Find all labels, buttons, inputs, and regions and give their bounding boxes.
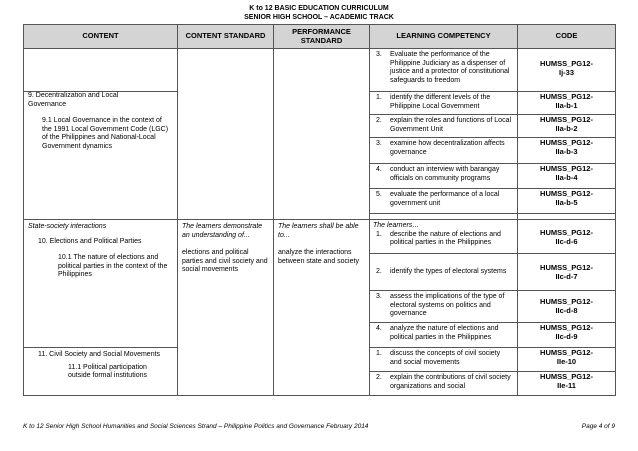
competency-text: evaluate the performance of a local government unit — [390, 191, 500, 207]
code-cell: HUMSS_PG12- IIe-10 — [518, 348, 616, 372]
competency-cell: 2. explain the contributions of civil society organizations and social — [370, 372, 518, 396]
content-cell — [24, 92, 178, 220]
competency-cell: The learners… 1. describe the nature of elections and political parties in the Philippines — [370, 220, 518, 254]
competency-cell: 3. Evaluate the performance of the Philippine Judiciary as a dispenser of justice and a protector of constitutional safeguards to freedom — [370, 49, 518, 92]
content-subtopic: 11.1 Political participation outside formal institutions — [68, 363, 147, 380]
competency-intro: The learners… — [373, 222, 420, 229]
performance-standard-cell — [274, 220, 370, 396]
competency-cell: 1. identify the different levels of the Philippine Local Government — [370, 92, 518, 115]
content-cell — [24, 49, 178, 92]
code-cell: HUMSS_PG12- IIc-d-9 — [518, 323, 616, 348]
document-header — [0, 4, 638, 22]
competency-text: analyze the nature of elections and political parties in the Philippines — [390, 325, 499, 341]
code-cell: HUMSS_PG12- IIa-b-2 — [518, 115, 616, 138]
header-title: K to 12 BASIC EDUCATION CURRICULUM — [249, 5, 389, 12]
code-cell: HUMSS_PG12- IIa-b-5 — [518, 189, 616, 214]
code-cell: HUMSS_PG12- IIc-d-8 — [518, 291, 616, 323]
competency-text: conduct an interview with barangay officials on community programs — [390, 166, 500, 182]
code-cell: HUMSS_PG12- IIc-d-6 — [518, 220, 616, 254]
competency-cell: 1. discuss the concepts of civil society and social movements — [370, 348, 518, 372]
col-header-performance-standard: PERFORMANCE STANDARD — [274, 25, 370, 49]
competency-cell: 5. evaluate the performance of a local government unit — [370, 189, 518, 214]
content-standard-body: elections and political parties and civil society and social movements — [182, 249, 268, 274]
competency-text: explain the contributions of civil society organizations and social — [390, 374, 511, 390]
competency-cell: 2. explain the roles and functions of Local Government Unit — [370, 115, 518, 138]
competency-cell: 4. analyze the nature of elections and political parties in the Philippines — [370, 323, 518, 348]
table-row — [24, 220, 616, 254]
page-number: Page 4 of 9 — [581, 423, 615, 430]
content-subtopic: 9.1 Local Governance in the context of the 1991 Local Government Code (LGC) of the Philippines and National-Local Government dynamics — [42, 117, 169, 150]
competency-text: explain the roles and functions of Local Government Unit — [390, 117, 512, 133]
competency-text: describe the nature of elections and political parties in the Philippines — [390, 230, 501, 247]
competency-text: discuss the concepts of civil society and social movements — [390, 350, 501, 366]
competency-cell: 4. conduct an interview with barangay officials on community programs — [370, 164, 518, 189]
col-header-content: CONTENT — [24, 25, 178, 49]
content-subtopic: 10.1 The nature of elections and political parties in the context of the Philippines — [58, 254, 168, 279]
competency-cell: 3. assess the implications of the type of electoral systems on politics and governance — [370, 291, 518, 323]
col-header-learning-competency: LEARNING COMPETENCY — [370, 25, 518, 49]
content-cell — [24, 348, 178, 396]
content-standard-cell — [178, 220, 274, 396]
competency-cell: 3. examine how decentralization affects governance — [370, 138, 518, 164]
performance-standard-cell — [274, 49, 370, 220]
performance-standard-body: analyze the interactions between state and society — [278, 249, 359, 265]
code-cell: HUMSS_PG12- IIa-b-4 — [518, 164, 616, 189]
footer-text: K to 12 Senior High School Humanities and Social Sciences Strand – Philippine Politics and Governance February 2014 — [23, 423, 369, 430]
competency-text: Evaluate the performance of the Philippine Judiciary as a dispenser of justice and a protector of constitutional safeguards to freedom — [390, 51, 510, 84]
header-subtitle: SENIOR HIGH SCHOOL – ACADEMIC TRACK — [244, 14, 394, 21]
content-topic: 9. Decentralization and Local Governance — [28, 92, 119, 108]
table-header-row — [24, 25, 616, 49]
competency-cell: 2. identify the types of electoral systems — [370, 254, 518, 291]
content-heading: State-society interactions — [28, 223, 107, 230]
code-cell: HUMSS_PG12- IIa-b-3 — [518, 138, 616, 164]
table-row — [24, 49, 616, 92]
code-cell: HUMSS_PG12- IIe-11 — [518, 372, 616, 396]
content-standard-intro: The learners demonstrate an understanding of... — [182, 223, 263, 239]
competency-text: identify the types of electoral systems — [390, 267, 507, 275]
performance-standard-intro: The learners shall be able to... — [278, 223, 359, 239]
content-cell — [24, 220, 178, 348]
page-footer — [23, 423, 615, 430]
code-cell: HUMSS_PG12- IIc-d-7 — [518, 254, 616, 291]
competency-text: assess the implications of the type of electoral systems on politics and governance — [390, 293, 505, 318]
content-topic: 10. Elections and Political Parties — [38, 237, 142, 245]
code-cell: HUMSS_PG12- Ij-33 — [518, 49, 616, 92]
code-cell: HUMSS_PG12- IIa-b-1 — [518, 92, 616, 115]
content-topic: 11. Civil Society and Social Movements — [38, 351, 161, 358]
curriculum-table — [23, 24, 616, 396]
col-header-code: CODE — [518, 25, 616, 49]
col-header-content-standard: CONTENT STANDARD — [178, 25, 274, 49]
competency-text: examine how decentralization affects governance — [390, 140, 505, 156]
competency-text: identify the different levels of the Philippine Local Government — [390, 94, 491, 110]
content-standard-cell — [178, 49, 274, 220]
